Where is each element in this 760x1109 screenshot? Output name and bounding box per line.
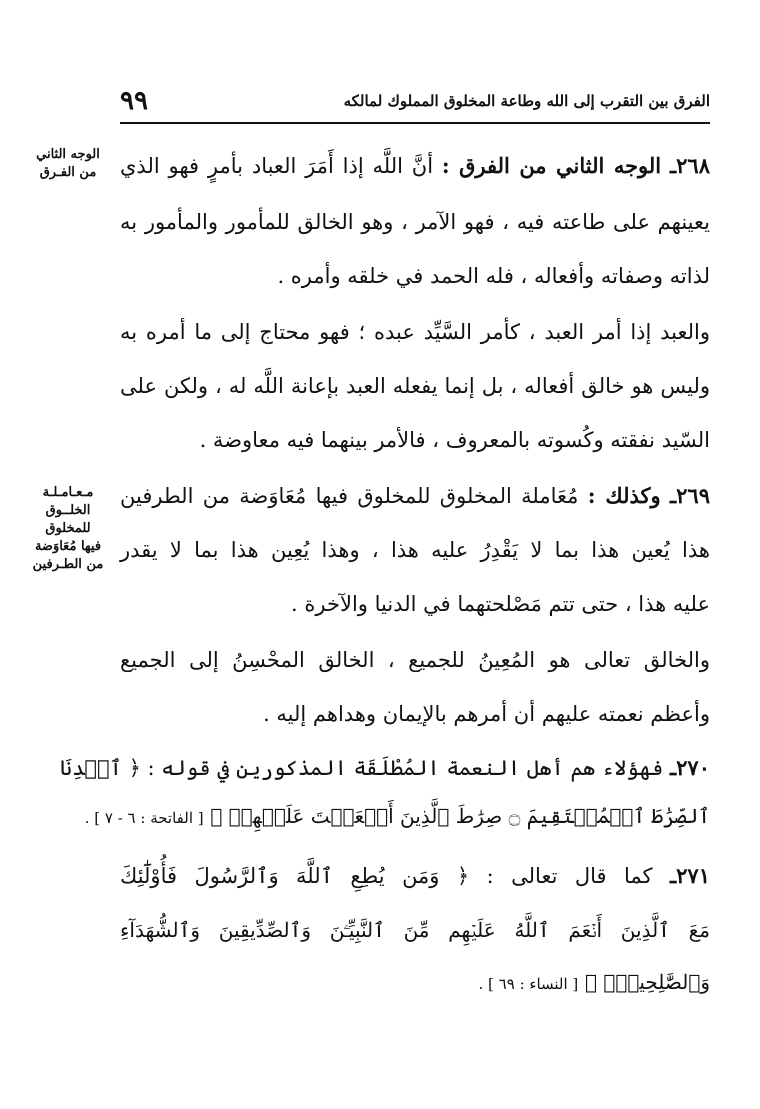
page-number: ٩٩ — [120, 86, 148, 116]
margin-note-line: الخلــوق — [45, 503, 91, 518]
quran-verse: وَٱلصَّٰلِحِينَۚ ﴾ — [584, 970, 710, 994]
paragraph-text: فهؤلاء هم أهل النعمة المُطْلَقَة المذكورين في قوله : ﴿ ٱهۡدِنَا — [59, 756, 664, 780]
margin-note-second-aspect — [22, 146, 114, 182]
p269-line-1 — [120, 476, 710, 516]
margin-note-line: من الطـرفين — [32, 557, 104, 572]
p269-line-2: هذا يُعين هذا بما لا يَقْدِرُ عليه هذا ، وهذا يُعِين هذا بما لا يقدر — [120, 538, 710, 562]
paragraph-heading: الوجه الثاني من الفرق : — [441, 153, 662, 178]
header-rule — [120, 122, 710, 124]
margin-note-mutual-exchange — [22, 484, 114, 574]
paragraph-text: كما قال تعالى : ﴿ وَمَن يُطِعِ ٱللَّهَ وَٱلرَّسُولَ فَأُوْلَٰٓئِكَ — [120, 864, 653, 888]
verse-reference: [ الفاتحة : ٦ - ٧ ] . — [84, 809, 204, 827]
p268-line-2: يعينهم على طاعته فيه ، فهو الآمر ، وهو الخالق للمأمور والمأمور به — [120, 210, 710, 234]
paragraph-number: ٢٧٠ـ — [670, 755, 710, 780]
quran-verse: ٱلصِّرَٰطَ ٱلۡمُسۡتَقِيمَ ۝ صِرَٰطَ ٱلَّذِينَ أَنۡعَمۡتَ عَلَيۡهِمۡ ﴾ — [210, 804, 710, 828]
p270-line-2 — [84, 796, 710, 836]
p270-line-1 — [59, 748, 710, 788]
margin-note-line: مـعـامـلـة — [42, 485, 94, 500]
margin-note-line: للمخلوق — [45, 521, 91, 536]
paragraph-text: أنَّ اللَّه إذا أَمَرَ العباد بأمرٍ فهو الذي — [120, 154, 434, 178]
margin-note-line: فيها مُعَاوَضة — [34, 539, 102, 554]
paragraph-heading: وكذلك : — [587, 483, 661, 508]
p268b-line-2: وليس هو خالق أفعاله ، بل إنما يفعله العبد بإعانة اللَّه له ، ولكن على — [120, 374, 710, 398]
p269b-line-2: وأعظم نعمته عليهم أن أمرهم بالإيمان وهداهم إليه . — [263, 702, 710, 726]
p268-line-1 — [120, 146, 710, 186]
verse-reference: [ النساء : ٦٩ ] . — [478, 975, 579, 993]
p271-line-3 — [120, 962, 710, 1002]
p268b-line-3: السّيد نفقته وكُسوته بالمعروف ، فالأمر بينهما فيه معاوضة . — [199, 428, 710, 452]
header-title: الفرق بين التقرب إلى الله وطاعة المخلوق المملوك لمالكه — [343, 92, 710, 110]
p269b-line-1: والخالق تعالى هو المُعِينُ للجميع ، الخالق المحْسِنُ إلى الجميع — [120, 648, 710, 672]
running-header — [120, 86, 710, 120]
margin-note-line: من الفـرق — [39, 165, 97, 180]
p271-line-1 — [120, 856, 710, 896]
paragraph-number: ٢٧١ـ — [670, 863, 710, 888]
paragraph-number: ٢٦٩ـ — [669, 483, 710, 508]
p269-line-3: عليه هذا ، حتى تتم مَصْلحتهما في الدنيا والآخرة . — [291, 592, 710, 616]
p268b-line-1: والعبد إذا أمر العبد ، كأمر السَّيِّد عبده ؛ فهو محتاج إلى ما أمره به — [120, 320, 710, 344]
paragraph-text: مُعَاملة المخلوق للمخلوق فيها مُعَاوَضة من الطرفين — [120, 484, 579, 508]
p268-line-3: لذاته وصفاته وأفعاله ، فله الحمد في خلقه وأمره . — [277, 264, 710, 288]
paragraph-number: ٢٦٨ـ — [669, 153, 710, 178]
margin-note-line: الوجه الثاني — [36, 147, 100, 162]
p271-line-2: مَعَ ٱلَّذِينَ أَنۡعَمَ ٱللَّهُ عَلَيۡهِم مِّنَ ٱلنَّبِيِّـۧنَ وَٱلصِّدِّيقِينَ وَٱلشُّهَدَآءِ — [120, 918, 710, 942]
